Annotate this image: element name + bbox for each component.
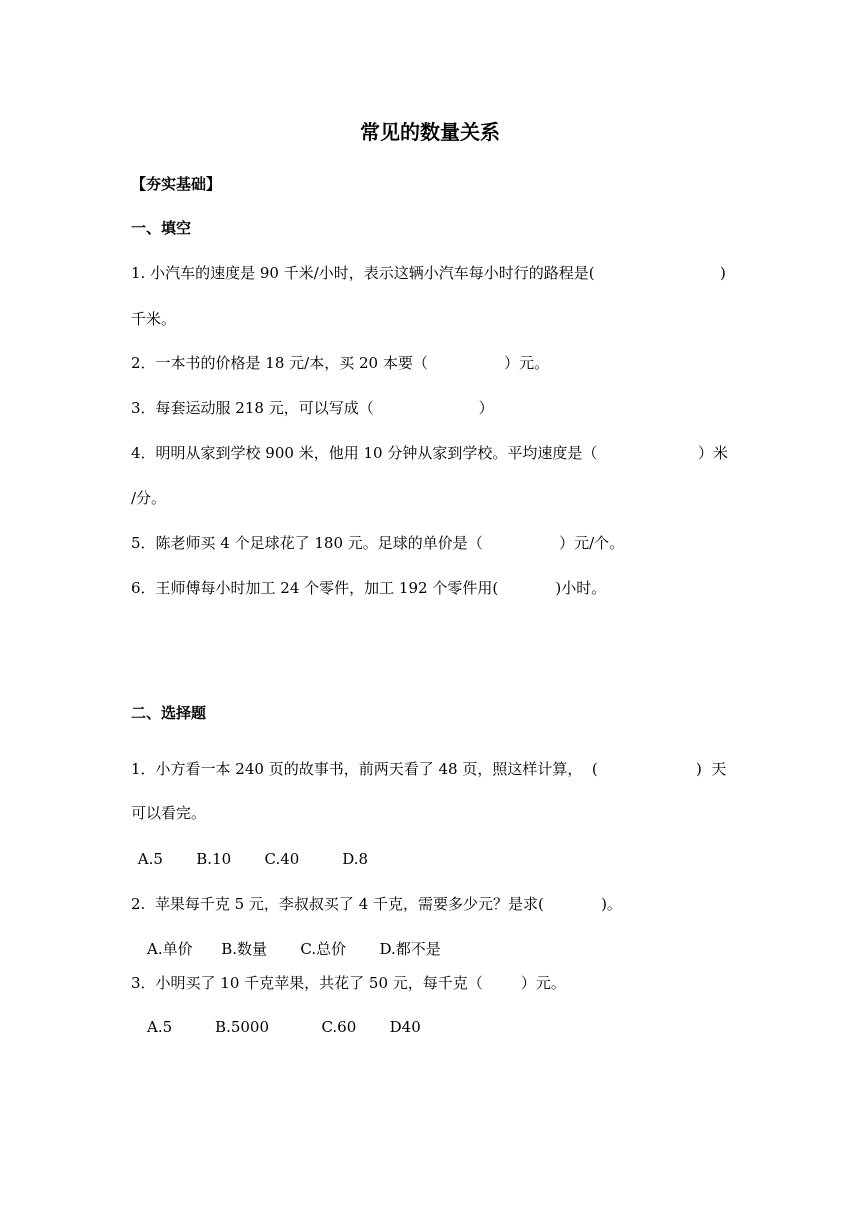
choice-q2-options: A.单价 B.数量 C.总价 D.都不是 bbox=[147, 940, 441, 958]
choice-q1-line1: 1．小方看一本 240 页的故事书，前两天看了 48 页，照这样计算， ( bbox=[131, 760, 598, 778]
choice-q2: 2. 苹果每千克 5 元，李叔叔买了 4 千克，需要多少元？是求( )。 bbox=[131, 895, 622, 913]
fill-q1-line1: 1. 小汽车的速度是 90 千米/小时，表示这辆小汽车每小时行的路程是( bbox=[131, 264, 595, 282]
fill-q3: 3．每套运动服 218 元，可以写成（ ） bbox=[131, 399, 494, 417]
fill-q4-close: ）米 bbox=[698, 444, 729, 462]
choice-q3: 3．小明买了 10 千克苹果，共花了 50 元，每千克（ ）元。 bbox=[131, 974, 566, 992]
choice-heading: 二、选择题 bbox=[131, 704, 207, 722]
fill-q1-close: ) bbox=[720, 264, 726, 282]
choice-q3-options: A.5 B.5000 C.60 D40 bbox=[147, 1018, 421, 1036]
choice-q1-close: ) 天 bbox=[696, 760, 727, 778]
choice-q1-options: A.5 B.10 C.40 D.8 bbox=[133, 850, 369, 868]
choice-q1-line2: 可以看完。 bbox=[131, 804, 207, 822]
page-title: 常见的数量关系 bbox=[360, 120, 500, 144]
fill-q2: 2．一本书的价格是 18 元/本，买 20 本要（ ）元。 bbox=[131, 354, 550, 372]
fill-q4-line2: /分。 bbox=[131, 489, 167, 507]
fill-q5: 5．陈老师买 4 个足球花了 180 元。足球的单价是（ ）元/个。 bbox=[131, 534, 625, 552]
fill-q4-line1: 4．明明从家到学校 900 米，他用 10 分钟从家到学校。平均速度是（ bbox=[131, 444, 598, 462]
fill-q1-line2: 千米。 bbox=[131, 310, 177, 328]
fill-blank-heading: 一、填空 bbox=[131, 219, 192, 237]
fill-q6: 6．王师傅每小时加工 24 个零件，加工 192 个零件用( )小时。 bbox=[131, 579, 607, 597]
section-label: 【夯实基础】 bbox=[131, 175, 222, 193]
